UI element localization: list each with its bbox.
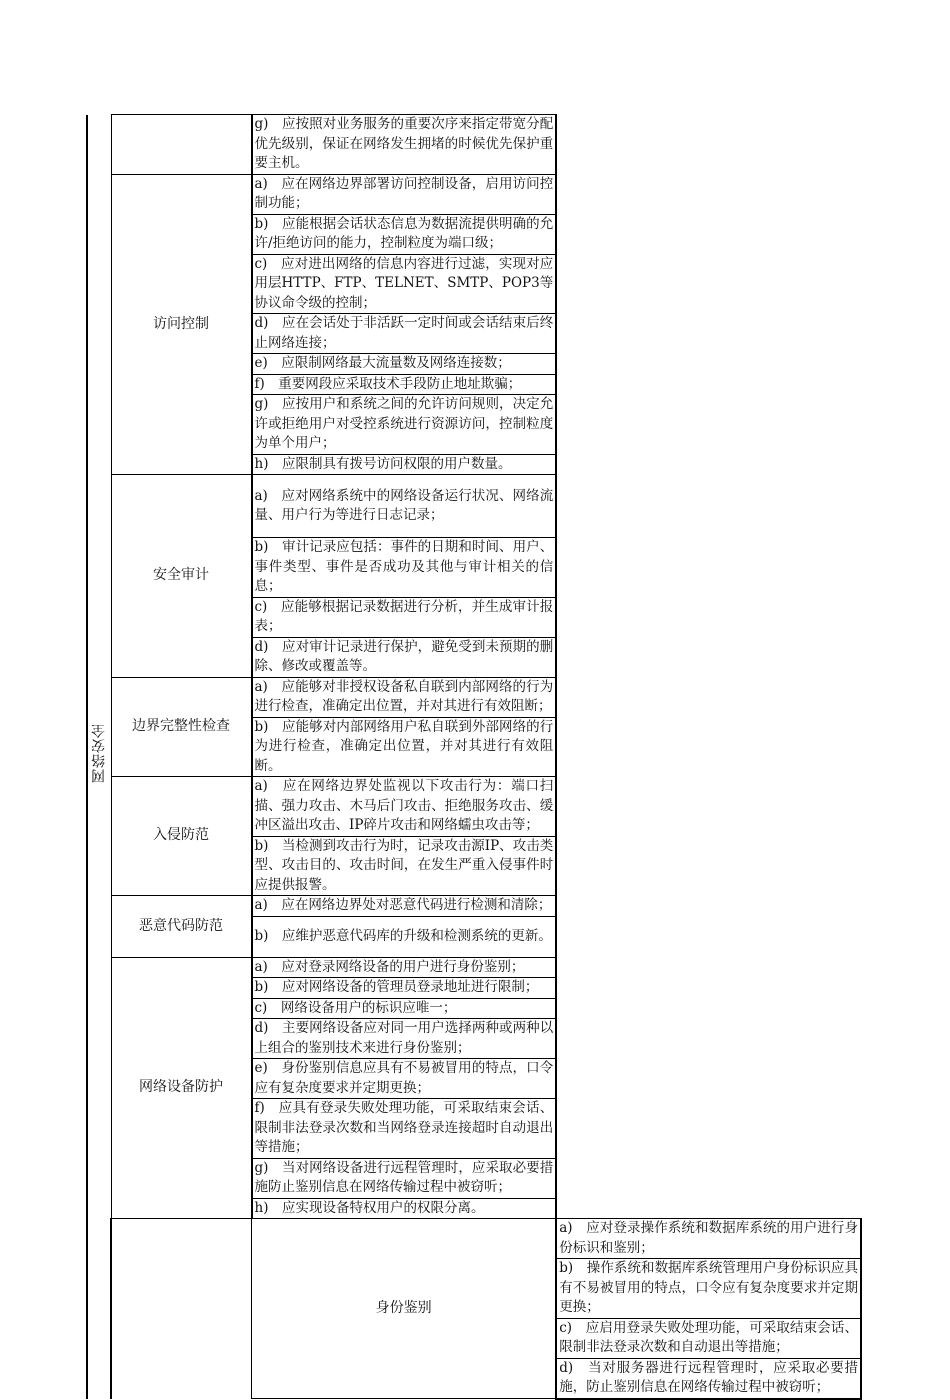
requirement-item: b) 应对网络设备的管理员登录地址进行限制； — [252, 978, 557, 999]
category-label: 网络安全 — [91, 723, 107, 784]
section-title-cell — [111, 777, 252, 896]
requirement-item: g) 应按用户和系统之间的允许访问规则，决定允许或拒绝用户对受控系统进行资源访问，控制粒度为单个用户； — [252, 395, 557, 455]
section-title-cell — [111, 896, 252, 958]
table-row — [87, 1219, 861, 1259]
section-title-cell — [111, 957, 252, 1219]
requirement-item: e) 应限制网络最大流量数及网络连接数； — [252, 354, 557, 375]
requirement-item: h) 应实现设备特权用户的权限分离。 — [252, 1198, 557, 1219]
requirement-item: d) 主要网络设备应对同一用户选择两种或两种以上组合的鉴别技术来进行身份鉴别； — [252, 1019, 557, 1059]
requirement-item: g) 应按照对业务服务的重要次序来指定带宽分配优先级别，保证在网络发生拥堵的时候优先保护重要主机。 — [252, 115, 557, 175]
requirement-item: a) 应对登录操作系统和数据库系统的用户进行身份标识和鉴别； — [556, 1219, 861, 1259]
section-title: 安全审计 — [153, 567, 209, 583]
requirement-item: b) 应维护恶意代码库的升级和检测系统的更新。 — [252, 916, 557, 957]
requirement-item: d) 当对服务器进行远程管理时，应采取必要措施，防止鉴别信息在网络传输过程中被窃听； — [556, 1358, 861, 1399]
requirement-item: b) 应能够对内部网络用户私自联到外部网络的行为进行检查，准确定出位置，并对其进行有效阻断。 — [252, 717, 557, 777]
requirement-item: a) 应对网络系统中的网络设备运行状况、网络流量、用户行为等进行日志记录； — [252, 475, 557, 538]
section-title-cell — [111, 475, 252, 678]
requirement-item: f) 重要网段应采取技术手段防止地址欺骗； — [252, 374, 557, 395]
section-title-cell — [111, 115, 252, 175]
table-row — [87, 957, 861, 978]
requirement-item: a) 应在网络边界部署访问控制设备，启用访问控制功能； — [252, 174, 557, 214]
section-title: 访问控制 — [153, 315, 209, 332]
category-cell — [111, 1219, 252, 1399]
requirement-item: h) 应限制具有拨号访问权限的用户数量。 — [252, 454, 557, 475]
table-row — [87, 475, 861, 538]
requirement-item: c) 应对进出网络的信息内容进行过滤，实现对应用层HTTP、FTP、TELNET、SMTP、POP3等协议命令级的控制； — [252, 254, 557, 314]
table-row — [87, 896, 861, 917]
requirement-item: b) 当检测到攻击行为时，记录攻击源IP、攻击类型、攻击目的、攻击时间，在发生严重入侵事件时应提供报警。 — [252, 836, 557, 896]
requirement-item: c) 应能够根据记录数据进行分析，并生成审计报表； — [252, 597, 557, 637]
requirement-item: f) 应具有登录失败处理功能，可采取结束会话、限制非法登录次数和当网络登录连接超时自动退出等措施； — [252, 1099, 557, 1159]
requirement-item: c) 应启用登录失败处理功能，可采取结束会话、限制非法登录次数和自动退出等措施； — [556, 1318, 861, 1358]
section-title-cell — [252, 1219, 557, 1399]
requirement-item: d) 应在会话处于非活跃一定时间或会话结束后终止网络连接； — [252, 314, 557, 354]
requirements-table — [86, 114, 862, 1400]
requirement-item: a) 应能够对非授权设备私自联到内部网络的行为进行检查，准确定出位置，并对其进行有效阻断； — [252, 677, 557, 717]
requirement-item: e) 身份鉴别信息应具有不易被冒用的特点，口令应有复杂度要求并定期更换； — [252, 1059, 557, 1099]
section-title-cell — [111, 677, 252, 777]
section-title: 身份鉴别 — [375, 1299, 432, 1316]
requirement-item: g) 当对网络设备进行远程管理时，应采取必要措施防止鉴别信息在网络传输过程中被窃听； — [252, 1158, 557, 1198]
requirement-item: b) 审计记录应包括：事件的日期和时间、用户、事件类型、事件是否成功及其他与审计相关的信息； — [252, 538, 557, 598]
requirement-item: b) 操作系统和数据库系统管理用户身份标识应具有不易被冒用的特点，口令应有复杂度要求并定期更换； — [556, 1259, 861, 1319]
section-title: 边界完整性检查 — [132, 718, 230, 734]
requirement-item: b) 应能根据会话状态信息为数据流提供明确的允许/拒绝访问的能力，控制粒度为端口级； — [252, 214, 557, 254]
section-title: 网络设备防护 — [139, 1079, 223, 1095]
category-cell — [87, 115, 111, 1399]
requirement-item: a) 应在网络边界处对恶意代码进行检测和清除； — [252, 896, 557, 917]
section-title: 恶意代码防范 — [139, 917, 223, 934]
section-title-cell — [111, 174, 252, 475]
table-row — [87, 115, 861, 175]
requirement-item: a) 应对登录网络设备的用户进行身份鉴别； — [252, 957, 557, 978]
requirement-item: a) 应在网络边界处监视以下攻击行为：端口扫描、强力攻击、木马后门攻击、拒绝服务攻击、缓冲区溢出攻击、IP碎片攻击和网络蠕虫攻击等； — [252, 777, 557, 837]
section-title: 入侵防范 — [153, 827, 209, 844]
requirement-item: c) 网络设备用户的标识应唯一； — [252, 998, 557, 1019]
table-row — [87, 777, 861, 837]
table-row — [87, 174, 861, 214]
requirement-item: d) 应对审计记录进行保护，避免受到未预期的删除、修改或覆盖等。 — [252, 637, 557, 677]
table-row — [87, 677, 861, 717]
